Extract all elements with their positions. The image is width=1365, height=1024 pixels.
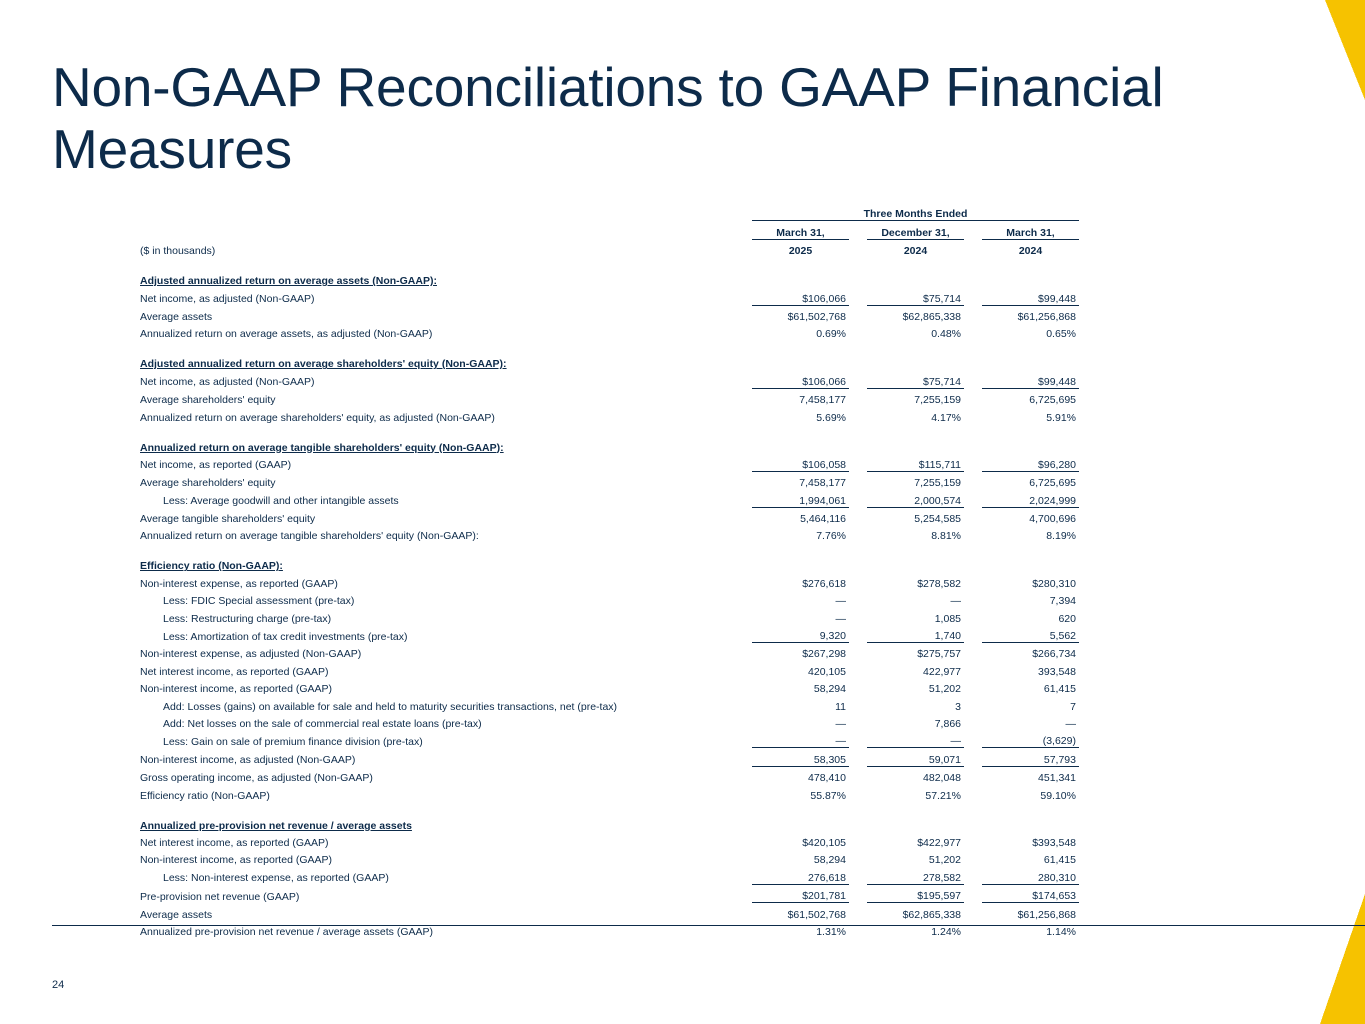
- section-title: Adjusted annualized return on average assets (Non-GAAP):: [140, 275, 437, 288]
- row-value: 276,618: [752, 866, 849, 884]
- table-row: [137, 695, 1079, 712]
- row-value: 55.87%: [810, 789, 846, 802]
- row-value: 59.10%: [1040, 789, 1076, 802]
- row-value: $276,618: [802, 577, 846, 590]
- row-label: Efficiency ratio (Non-GAAP): [140, 789, 270, 802]
- row-value: 7,394: [1049, 595, 1076, 608]
- row-value: 7,255,159: [914, 394, 961, 407]
- table-row: [137, 660, 1079, 677]
- row-value: 278,582: [867, 866, 964, 884]
- table-row: [137, 903, 1079, 921]
- row-value: 0.69%: [816, 328, 846, 341]
- row-label: Net income, as reported (GAAP): [140, 459, 292, 472]
- row-value: 3: [955, 700, 961, 713]
- column-header-line1: March 31,: [752, 221, 849, 239]
- row-value: $106,066: [752, 370, 849, 388]
- row-value: 57.21%: [925, 789, 961, 802]
- row-label: Non-interest income, as reported (GAAP): [140, 854, 332, 867]
- units-label: ($ in thousands): [140, 245, 216, 258]
- section-header-row: [137, 424, 1079, 454]
- row-value: 4.17%: [931, 411, 961, 424]
- row-value: $99,448: [982, 370, 1079, 388]
- column-header-line1: March 31,: [982, 221, 1079, 239]
- row-value: $61,502,768: [787, 310, 846, 323]
- row-value: $201,781: [752, 884, 849, 902]
- row-label: Less: Non-interest expense, as reported (GAAP): [163, 872, 389, 885]
- table-row: [137, 572, 1079, 589]
- table-row: [137, 406, 1079, 423]
- row-value: —: [835, 595, 846, 608]
- row-value: —: [835, 612, 846, 625]
- row-value: 451,341: [1038, 772, 1076, 785]
- row-label: Non-interest income, as reported (GAAP): [140, 683, 332, 696]
- row-value: 5.69%: [816, 411, 846, 424]
- table-row: [137, 643, 1079, 661]
- row-value: 478,410: [808, 772, 846, 785]
- row-value: $75,714: [867, 370, 964, 388]
- row-value: $106,058: [752, 454, 849, 472]
- row-value: $61,502,768: [787, 908, 846, 921]
- row-value: 422,977: [923, 665, 961, 678]
- page-number: 24: [52, 979, 65, 991]
- table-row: [137, 590, 1079, 607]
- row-value: 61,415: [1043, 683, 1076, 696]
- table-row: [137, 471, 1079, 489]
- table-row: [137, 323, 1079, 340]
- table-row: [137, 370, 1079, 388]
- row-value: 2,024,999: [982, 489, 1079, 507]
- row-value: 0.48%: [931, 328, 961, 341]
- table-row: [137, 866, 1079, 884]
- row-label: Average tangible shareholders' equity: [140, 513, 316, 526]
- row-value: $106,066: [752, 287, 849, 305]
- row-label: Average shareholders' equity: [140, 477, 276, 490]
- column-header-year: 2024: [903, 245, 928, 258]
- row-value: 1,085: [934, 612, 961, 625]
- row-value: 1.31%: [816, 925, 846, 938]
- table-row: [137, 921, 1079, 938]
- row-value: —: [950, 595, 961, 608]
- row-value: $75,714: [867, 287, 964, 305]
- row-label: Less: Restructuring charge (pre-tax): [163, 612, 332, 625]
- row-value: 5,464,116: [800, 513, 846, 526]
- column-header-year: 2025: [788, 245, 813, 258]
- table-row: [137, 305, 1079, 323]
- table-row: [137, 607, 1079, 624]
- section-title: Efficiency ratio (Non-GAAP):: [140, 560, 283, 573]
- table-row: [137, 489, 1079, 507]
- table-row: [137, 730, 1079, 748]
- row-label: Add: Net losses on the sale of commercial real estate loans (pre-tax): [163, 717, 482, 730]
- period-header: Three Months Ended: [752, 203, 1079, 221]
- section-title: Adjusted annualized return on average shareholders' equity (Non-GAAP):: [140, 358, 507, 371]
- row-value: 620: [1058, 612, 1076, 625]
- table-row: [137, 625, 1079, 643]
- row-value: 58,294: [813, 683, 846, 696]
- row-label: Non-interest expense, as adjusted (Non-GAAP): [140, 648, 362, 661]
- row-value: 7,458,177: [799, 394, 846, 407]
- row-value: $278,582: [917, 577, 961, 590]
- row-value: 1.14%: [1046, 925, 1076, 938]
- row-label: Annualized return on average assets, as adjusted (Non-GAAP): [140, 328, 433, 341]
- row-value: $99,448: [982, 287, 1079, 305]
- row-value: 7,255,159: [914, 477, 961, 490]
- row-label: Annualized return on average shareholders' equity, as adjusted (Non-GAAP): [140, 411, 495, 424]
- section-header-row: [137, 340, 1079, 370]
- row-value: 59,071: [867, 748, 964, 766]
- row-value: 420,105: [808, 665, 846, 678]
- table-row: [137, 507, 1079, 525]
- table-body: [137, 257, 1079, 938]
- row-value: 51,202: [928, 854, 961, 867]
- section-title: Annualized return on average tangible shareholders' equity (Non-GAAP):: [140, 441, 504, 454]
- row-label: Net interest income, as reported (GAAP): [140, 665, 329, 678]
- table-row: [137, 748, 1079, 766]
- row-value: 9,320: [752, 625, 849, 643]
- row-value: 5,254,585: [914, 513, 961, 526]
- row-label: Pre-provision net revenue (GAAP): [140, 890, 300, 903]
- row-label: Non-interest expense, as reported (GAAP): [140, 577, 338, 590]
- table-row: [137, 884, 1079, 902]
- row-value: —: [835, 717, 846, 730]
- section-header-row: [137, 802, 1079, 832]
- section-header-row: [137, 257, 1079, 287]
- row-value: 11: [835, 700, 846, 713]
- row-value: 2,000,574: [867, 489, 964, 507]
- row-label: Net interest income, as reported (GAAP): [140, 836, 329, 849]
- row-value: 5.91%: [1046, 411, 1076, 424]
- row-value: $62,865,338: [902, 310, 961, 323]
- row-value: $280,310: [1032, 577, 1076, 590]
- row-label: Annualized pre-provision net revenue / average assets (GAAP): [140, 925, 433, 938]
- row-label: Average shareholders' equity: [140, 394, 276, 407]
- row-label: Less: Average goodwill and other intangible assets: [163, 495, 399, 508]
- column-header-year: 2024: [1018, 245, 1043, 258]
- column-header-line1: December 31,: [867, 221, 964, 239]
- row-label: Non-interest income, as adjusted (Non-GAAP): [140, 754, 356, 767]
- table-row: [137, 832, 1079, 849]
- row-value: $62,865,338: [902, 908, 961, 921]
- row-value: 57,793: [982, 748, 1079, 766]
- row-value: 8.81%: [931, 530, 961, 543]
- row-value: 1,740: [867, 625, 964, 643]
- row-value: 1,994,061: [752, 489, 849, 507]
- row-label: Less: Amortization of tax credit investments (pre-tax): [163, 630, 408, 643]
- row-label: Average assets: [140, 908, 213, 921]
- footer-divider: [52, 925, 1365, 926]
- row-value: $275,757: [917, 648, 961, 661]
- row-value: 7.76%: [816, 530, 846, 543]
- row-value: —: [1065, 717, 1076, 730]
- table-row: [137, 287, 1079, 305]
- reconciliation-table: [137, 203, 1079, 938]
- row-value: 51,202: [928, 683, 961, 696]
- row-value: $393,548: [1032, 836, 1076, 849]
- row-label: Gross operating income, as adjusted (Non-GAAP): [140, 772, 373, 785]
- row-value: $422,977: [917, 836, 961, 849]
- table-row: [137, 784, 1079, 801]
- row-value: 482,048: [923, 772, 961, 785]
- row-value: $267,298: [802, 648, 846, 661]
- row-label: Net income, as adjusted (Non-GAAP): [140, 376, 315, 389]
- row-value: $420,105: [802, 836, 846, 849]
- table-row: [137, 525, 1079, 542]
- row-value: $61,256,868: [1017, 310, 1076, 323]
- row-value: $174,653: [982, 884, 1079, 902]
- row-label: Net income, as adjusted (Non-GAAP): [140, 293, 315, 306]
- accent-top-shape: [1325, 0, 1365, 100]
- table-row: [137, 388, 1079, 406]
- row-value: —: [867, 730, 964, 748]
- row-label: Less: FDIC Special assessment (pre-tax): [163, 595, 355, 608]
- row-value: (3,629): [982, 730, 1079, 748]
- row-value: 7,866: [934, 717, 961, 730]
- section-header-row: [137, 542, 1079, 572]
- row-value: 0.65%: [1046, 328, 1076, 341]
- row-value: 5,562: [982, 625, 1079, 643]
- row-value: —: [752, 730, 849, 748]
- section-title: Annualized pre-provision net revenue / average assets: [140, 819, 412, 832]
- row-value: $96,280: [982, 454, 1079, 472]
- row-value: 1.24%: [931, 925, 961, 938]
- row-value: 393,548: [1038, 665, 1076, 678]
- page-title: Non-GAAP Reconciliations to GAAP Financial Measures: [52, 56, 1164, 180]
- accent-bottom-shape: [1320, 894, 1365, 1024]
- row-value: 61,415: [1043, 854, 1076, 867]
- row-label: Less: Gain on sale of premium finance division (pre-tax): [163, 735, 423, 748]
- row-value: $61,256,868: [1017, 908, 1076, 921]
- row-label: Annualized return on average tangible shareholders' equity (Non-GAAP):: [140, 530, 479, 543]
- row-value: 7: [1070, 700, 1076, 713]
- row-value: $115,711: [867, 454, 964, 472]
- table-row: [137, 713, 1079, 730]
- table-row: [137, 678, 1079, 695]
- row-value: 280,310: [982, 866, 1079, 884]
- table-row: [137, 849, 1079, 866]
- row-label: Add: Losses (gains) on available for sale and held to maturity securities transactions, net (pre-tax): [163, 700, 618, 713]
- row-value: 58,294: [813, 854, 846, 867]
- table-row: [137, 454, 1079, 472]
- row-value: 6,725,695: [1029, 477, 1076, 490]
- row-value: 4,700,696: [1029, 513, 1076, 526]
- row-value: 6,725,695: [1029, 394, 1076, 407]
- row-value: $195,597: [867, 884, 964, 902]
- row-value: 7,458,177: [799, 477, 846, 490]
- row-label: Average assets: [140, 310, 213, 323]
- row-value: 58,305: [752, 748, 849, 766]
- row-value: 8.19%: [1046, 530, 1076, 543]
- table-row: [137, 766, 1079, 784]
- row-value: $266,734: [1032, 648, 1076, 661]
